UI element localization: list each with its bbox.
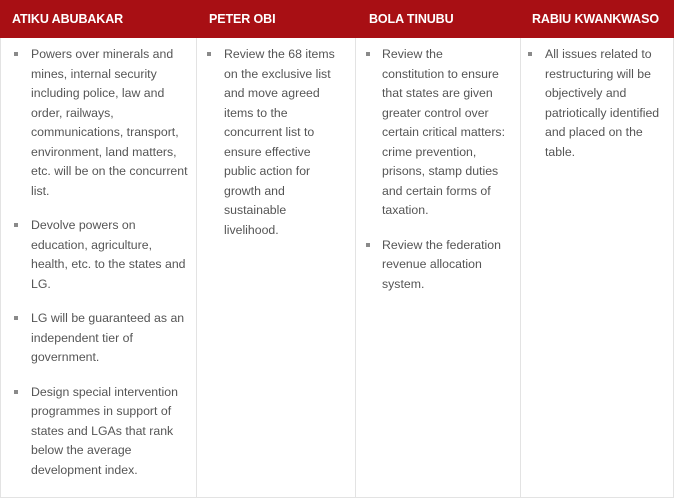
header-bola-tinubu: BOLA TINUBU — [369, 12, 454, 26]
list-item — [1, 45, 196, 201]
cell-bola-tinubu — [356, 38, 521, 497]
table-header-row — [0, 0, 674, 38]
list-item — [1, 309, 196, 368]
square-bullet-icon — [14, 223, 18, 227]
list-item-text: Design special intervention programmes in support of states and LGAs that rank below the average development index. — [31, 384, 178, 477]
list-item-text: Powers over minerals and mines, internal security including police, law and order, railways, communications, transport, environment, land matters, etc. will be on the concurrent list. — [31, 47, 188, 198]
list-item — [1, 383, 196, 481]
list-item — [356, 236, 520, 295]
bullet-list — [521, 45, 673, 162]
square-bullet-icon — [528, 52, 532, 56]
header-atiku-abubakar: ATIKU ABUBAKAR — [12, 12, 124, 26]
square-bullet-icon — [207, 52, 211, 56]
header-rabiu-kwankwaso: RABIU KWANKWASO — [532, 12, 659, 26]
square-bullet-icon — [14, 316, 18, 320]
list-item — [356, 45, 520, 221]
list-item — [1, 216, 196, 294]
bullet-list — [1, 45, 196, 480]
cell-atiku-abubakar — [1, 38, 197, 497]
square-bullet-icon — [366, 243, 370, 247]
square-bullet-icon — [14, 52, 18, 56]
list-item-text: Review the federation revenue allocation system. — [382, 237, 501, 291]
list-item-text: All issues related to restructuring will be objectively and patriotically identified and placed on the table. — [545, 47, 660, 159]
cell-rabiu-kwankwaso — [521, 38, 673, 497]
list-item-text: Review the constitution to ensure that states are given greater control over certain critical matters: crime prevention, prisons, stamp duties and certain forms of taxation. — [382, 47, 505, 217]
list-item-text: Devolve powers on education, agriculture, health, etc. to the states and LG. — [31, 218, 186, 291]
list-item — [197, 45, 355, 240]
bullet-list — [356, 45, 520, 294]
header-peter-obi: PETER OBI — [209, 12, 276, 26]
square-bullet-icon — [14, 390, 18, 394]
list-item-text: Review the 68 items on the exclusive list and move agreed items to the concurrent list to ensure effective public action for growth and sustainable livelihood. — [224, 47, 335, 237]
list-item-text: LG will be guaranteed as an independent tier of government. — [31, 311, 185, 364]
cell-peter-obi — [197, 38, 356, 497]
square-bullet-icon — [366, 52, 370, 56]
bullet-list — [197, 45, 355, 240]
table-body-row — [0, 38, 674, 498]
list-item — [521, 45, 673, 162]
